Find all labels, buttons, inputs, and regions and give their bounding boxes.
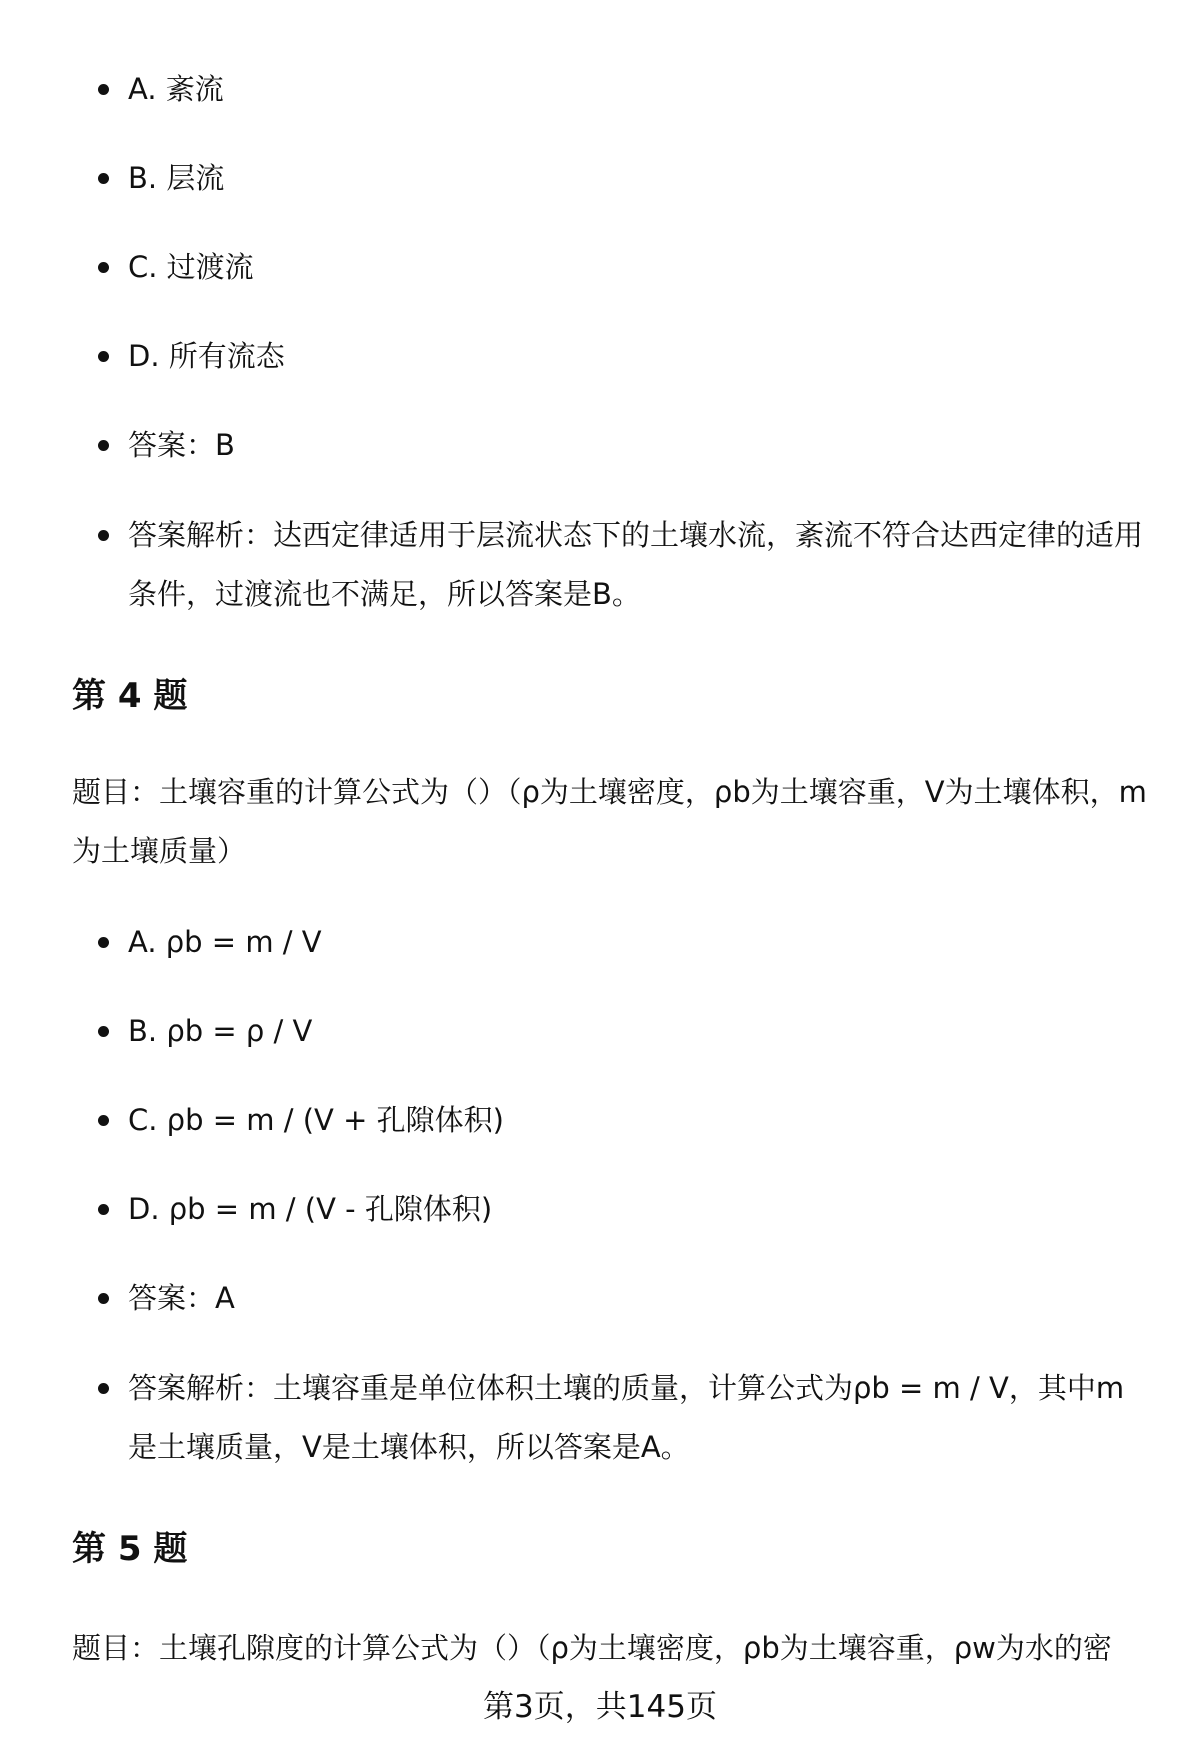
- page-number: 第3页，共145页: [483, 1689, 717, 1725]
- answer-analysis: 答案解析：达西定律适用于层流状态下的土壤水流，紊流不符合达西定律的适用条件，过渡流也不满足，所以答案是B。: [128, 518, 1144, 611]
- list-bullet: [98, 440, 109, 451]
- list-bullet: [98, 173, 109, 184]
- list-bullet: [98, 530, 109, 541]
- list-bullet: [98, 1383, 109, 1394]
- list-bullet: [98, 351, 109, 362]
- option-a: A. 紊流: [128, 72, 224, 106]
- answer: 答案：B: [128, 428, 235, 462]
- question-heading: 第 5 题: [72, 1529, 188, 1569]
- option-c: C. ρb = m / (V + 孔隙体积): [128, 1103, 504, 1137]
- option-b: B. 层流: [128, 161, 225, 195]
- option-a: A. ρb = m / V: [128, 925, 322, 959]
- question-text: 题目：土壤容重的计算公式为（）（ρ为土壤密度，ρb为土壤容重，V为土壤体积，m为土壤质量）: [72, 775, 1147, 868]
- list-bullet: [98, 262, 109, 273]
- option-c: C. 过渡流: [128, 250, 254, 284]
- answer-analysis: 答案解析：土壤容重是单位体积土壤的质量，计算公式为ρb = m / V，其中m是土壤质量，V是土壤体积，所以答案是A。: [128, 1371, 1125, 1464]
- list-bullet: [98, 1204, 109, 1215]
- list-bullet: [98, 937, 109, 948]
- option-d: D. 所有流态: [128, 339, 285, 373]
- question-text: 题目：土壤孔隙度的计算公式为（）（ρ为土壤密度，ρb为土壤容重，ρw为水的密: [72, 1631, 1112, 1665]
- question-heading: 第 4 题: [72, 676, 188, 716]
- answer: 答案：A: [128, 1281, 235, 1315]
- list-bullet: [98, 1115, 109, 1126]
- list-bullet: [98, 84, 109, 95]
- list-bullet: [98, 1293, 109, 1304]
- option-d: D. ρb = m / (V - 孔隙体积): [128, 1192, 493, 1226]
- option-b: B. ρb = ρ / V: [128, 1014, 313, 1048]
- list-bullet: [98, 1026, 109, 1037]
